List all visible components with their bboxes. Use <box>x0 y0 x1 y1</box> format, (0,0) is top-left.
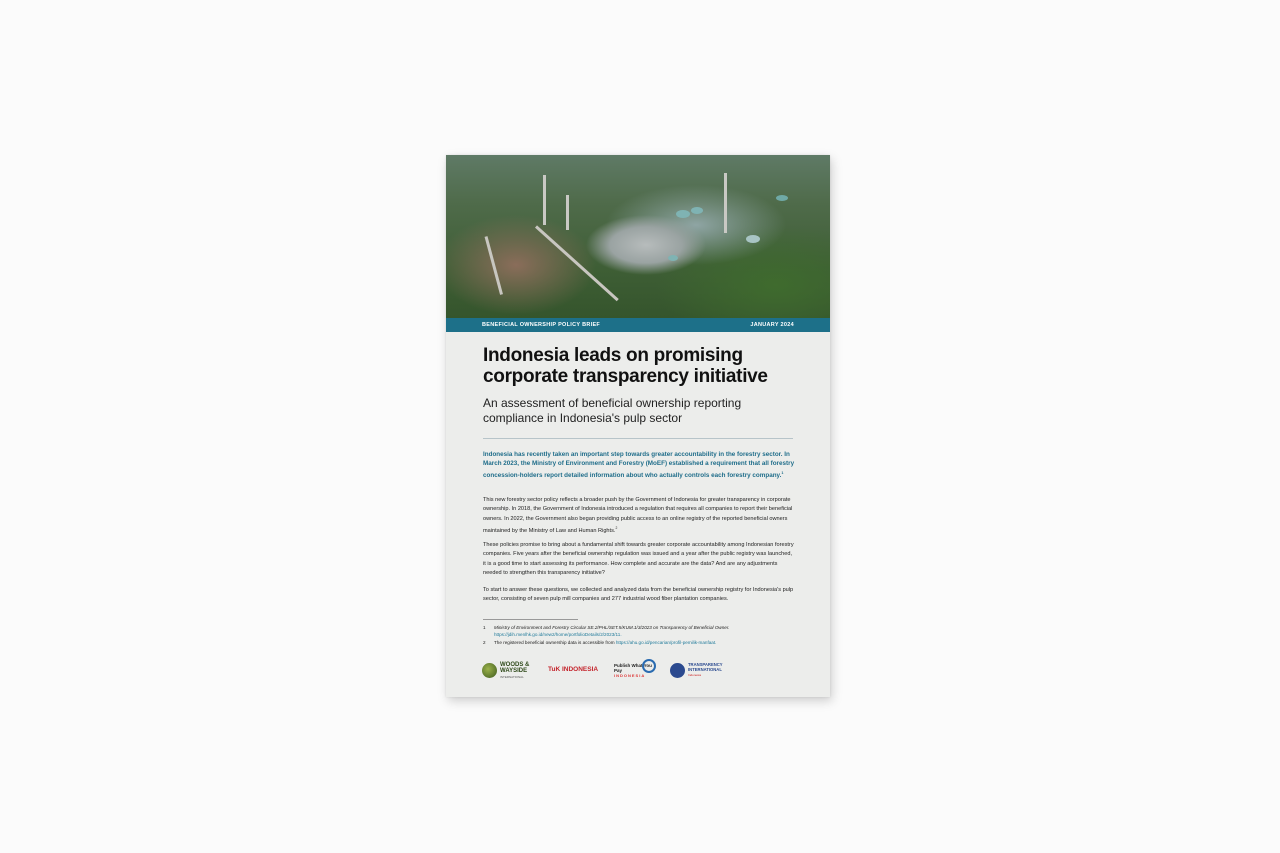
globe-icon <box>482 663 497 678</box>
tuk-indonesia-logo <box>548 658 598 682</box>
footnote <box>483 639 795 646</box>
partner-logos <box>482 658 782 682</box>
footnote-text: Ministry of Environment and Forestry Circular SE.2/PHL/SET.5/KUM.1/3/2023 on Transparency of Beneficial Owner. <box>494 625 730 630</box>
footnote-number: 2 <box>483 640 486 645</box>
footnote-ref: 2 <box>615 525 618 530</box>
logo-text: TuK INDONESIA <box>548 665 599 673</box>
footnote-link[interactable]: https://ahu.go.id/pencarian/profil-pemilik-manfaat. <box>615 640 717 645</box>
footnote <box>483 624 795 638</box>
lead-paragraph <box>483 450 795 480</box>
pwyp-indonesia-logo <box>614 658 656 682</box>
series-label: BENEFICIAL OWNERSHIP POLICY BRIEF <box>482 322 601 328</box>
paragraph-text: To start to answer these questions, we collected and analyzed data from the beneficial ownership registry for Indonesia's pulp sector, consisting of seven pulp mill companies and 277 industrial wood fiber plantation companies. <box>483 587 794 603</box>
logo-subtext: Indonesia <box>688 672 702 677</box>
body-paragraph <box>483 496 795 536</box>
page-title: Indonesia leads on promising corporate transparency initiative <box>483 345 768 387</box>
policy-brief-page <box>446 155 830 697</box>
woods-wayside-logo <box>482 658 532 682</box>
body-paragraph <box>483 586 795 605</box>
logo-text: TRANSPARENCY INTERNATIONAL <box>688 662 723 672</box>
paragraph-text: This new forestry sector policy reflects a broader push by the Government of Indonesia for greater transparency in corporate ownership. In 2018, the Government of Indonesia introduced a regulation that requires all companies to report their beneficial owners. In 2022, the Government also began providing public access to an online registry of the reported beneficial owners maintained by the Ministry of Law and Human Rights. <box>483 497 793 534</box>
logo-subtext: INDONESIA <box>614 672 646 678</box>
footnote-text: The registered beneficial ownership data is accessible from <box>494 640 615 645</box>
logo-text: WOODS & WAYSIDE <box>500 661 530 674</box>
paragraph-text: These policies promise to bring about a fundamental shift towards greater corporate accountability among Indonesian forestry companies. Five years after the beneficial ownership regulation was issued and a year after the public registry was launched, it is a good time to start assessing its performance. How complete and accurate are the data? And are any adjustments needed to strengthen this transparency initiative? <box>483 542 794 576</box>
eye-icon <box>642 659 656 673</box>
transparency-international-logo <box>670 658 736 682</box>
footnote-divider <box>483 619 578 620</box>
footnote-link[interactable]: https://jdih.menlhk.go.id/new2/home/portfolioDetails/2/2023/11. <box>494 632 622 638</box>
footnote-number: 1 <box>483 625 486 630</box>
header-band <box>446 318 830 332</box>
cover-photo-pulp-mill <box>446 155 830 318</box>
logo-subtext: INTERNATIONAL <box>500 674 524 679</box>
body-paragraph <box>483 541 795 578</box>
page-subtitle: An assessment of beneficial ownership reporting compliance in Indonesia's pulp sector <box>483 396 742 425</box>
date-label: JANUARY 2024 <box>750 322 794 328</box>
globe-icon <box>670 663 685 678</box>
divider <box>483 438 793 439</box>
footnote-ref: 1 <box>781 470 784 475</box>
lead-text: Indonesia has recently taken an important step towards greater accountability in the forestry sector. In March 2023, the Ministry of Environment and Forestry (MoEF) established a requirement that all forestry concession-holders report detailed information about who actually controls each forestry company. <box>483 451 795 479</box>
logo-text: Publish What You Pay <box>614 662 652 673</box>
